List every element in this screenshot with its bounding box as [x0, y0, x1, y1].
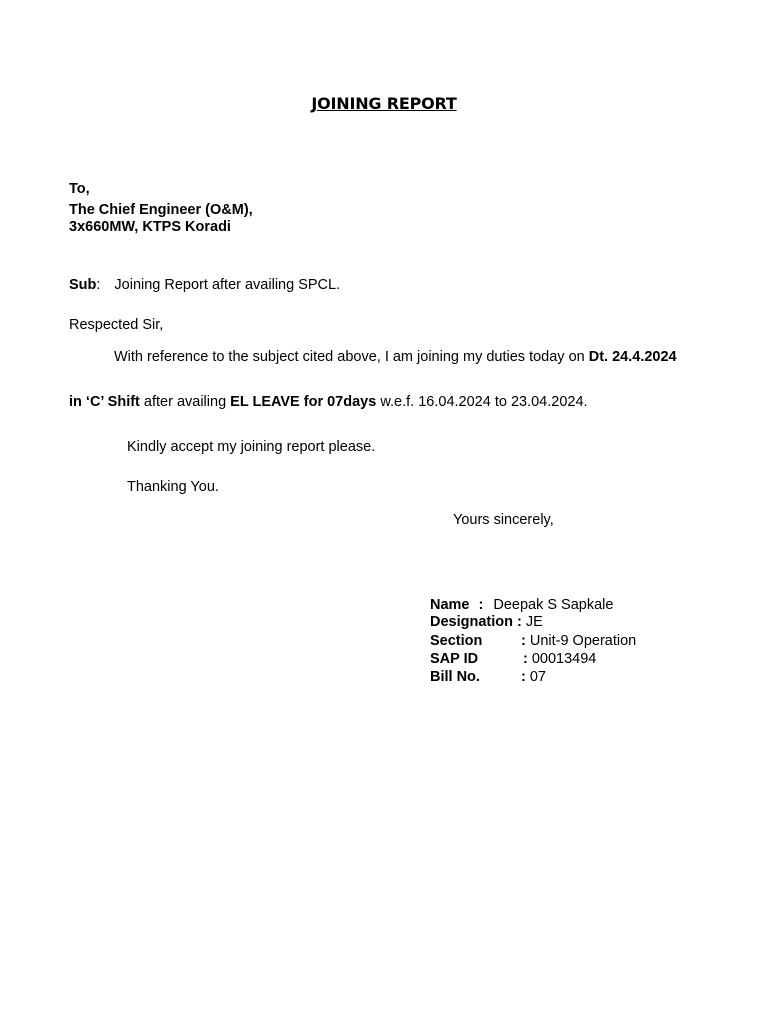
- designation-value: JE: [525, 614, 543, 630]
- signature-name-row: [430, 597, 613, 613]
- name-value: Deepak S Sapkale: [493, 597, 614, 613]
- request-text: Kindly accept my joining report please.: [127, 439, 376, 455]
- section-value: Unit-9 Operation: [529, 633, 637, 649]
- subject-colon: :: [96, 277, 101, 293]
- bill-label: Bill No.: [430, 669, 480, 685]
- address-location: 3x660MW, KTPS Koradi: [69, 219, 231, 235]
- name-colon: :: [478, 597, 484, 613]
- signature-sapid-row: [430, 651, 596, 667]
- name-label: Name: [430, 597, 470, 613]
- closing: Yours sincerely,: [453, 512, 554, 528]
- signature-bill-row: [430, 669, 546, 685]
- body-p2-mid: after availing: [139, 394, 231, 410]
- leave-period: w.e.f. 16.04.2024 to 23.04.2024.: [376, 394, 588, 410]
- subject-label: Sub: [69, 277, 97, 293]
- leave-text: EL LEAVE for 07days: [230, 394, 377, 410]
- sapid-value: 00013494: [531, 651, 597, 667]
- body-paragraph-1: [114, 349, 677, 365]
- subject-line: [69, 277, 340, 293]
- bill-value: 07: [529, 669, 546, 685]
- designation-colon: :: [516, 614, 522, 630]
- document-title: JOINING REPORT: [311, 94, 457, 113]
- shift-text: in ‘C’ Shift: [69, 394, 140, 410]
- thanks-text: Thanking You.: [127, 479, 219, 495]
- signature-designation-row: [430, 614, 543, 630]
- bill-colon: :: [521, 669, 526, 685]
- section-label: Section: [430, 633, 483, 649]
- body-paragraph-2: [69, 394, 588, 410]
- sapid-colon: :: [523, 651, 528, 667]
- sapid-label: SAP ID: [430, 651, 479, 667]
- joining-date: Dt. 24.4.2024: [588, 349, 677, 365]
- signature-section-row: [430, 633, 636, 649]
- address-recipient: The Chief Engineer (O&M),: [69, 202, 253, 218]
- subject-text: Joining Report after availing SPCL.: [114, 277, 341, 293]
- section-colon: :: [521, 633, 526, 649]
- body-p1-text: With reference to the subject cited above, I am joining my duties today on: [114, 349, 589, 365]
- salutation: Respected Sir,: [69, 317, 164, 333]
- address-to: To,: [69, 181, 90, 197]
- designation-label: Designation: [430, 614, 513, 630]
